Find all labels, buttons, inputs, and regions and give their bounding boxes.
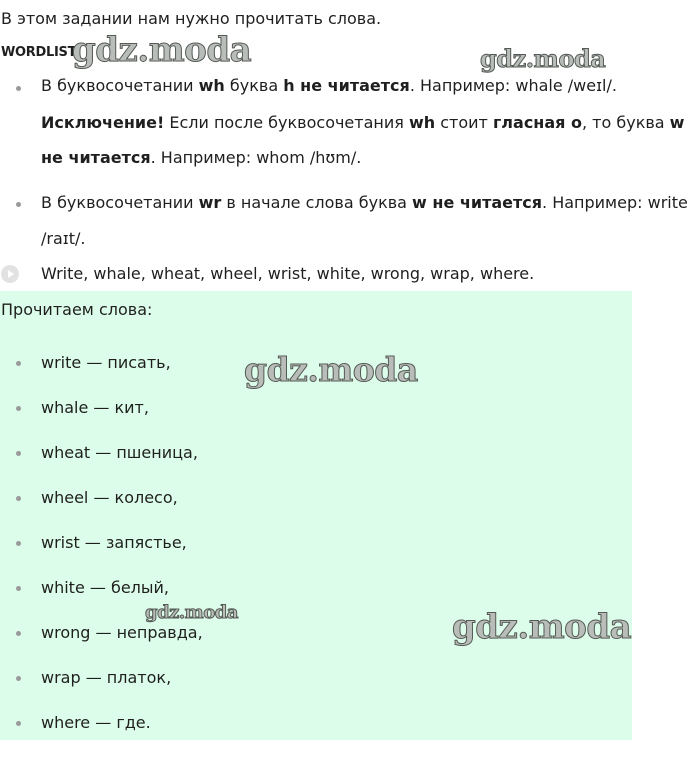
bullet-icon	[16, 496, 21, 501]
bold-segment: wh	[408, 113, 436, 132]
word-item-text: wrong — неправда,	[41, 623, 203, 642]
text-segment: /raɪt/.	[41, 229, 86, 248]
watermark-logo: gdz.moda	[72, 30, 252, 70]
watermark-logo: gdz.moda	[452, 607, 632, 647]
bold-segment: h не читается	[283, 76, 410, 95]
bold-segment: w не читается	[412, 193, 543, 212]
text-segment: Если после буквосочетания	[164, 113, 409, 132]
word-item-text: wheat — пшеница,	[41, 443, 198, 462]
word-item-text: wrap — платок,	[41, 668, 172, 687]
bullet-icon	[16, 202, 21, 207]
bullet-icon	[16, 541, 21, 546]
wordlist-label: WORDLIST	[1, 45, 77, 60]
word-item-text: where — где.	[41, 713, 151, 732]
text-segment: . Например: whale /weɪl/.	[409, 76, 617, 95]
text-segment: В буквосочетании	[41, 193, 199, 212]
intro-text: В этом задании нам нужно прочитать слова.	[1, 9, 382, 28]
audio-words: Write, whale, wheat, wheel, wrist, white, wrong, wrap, where.	[41, 264, 535, 283]
bullet-icon	[16, 406, 21, 411]
bold-segment: Исключение!	[41, 113, 165, 132]
play-audio-icon[interactable]	[1, 265, 19, 283]
bold-segment: не читается	[41, 148, 151, 167]
text-segment: . Например: whom /hʊm/.	[150, 148, 362, 167]
bullet-icon	[16, 86, 21, 91]
rule-1-line-3	[41, 148, 361, 167]
bold-segment: гласная о	[492, 113, 582, 132]
text-segment: В буквосочетании	[41, 76, 199, 95]
text-segment: буква	[224, 76, 284, 95]
reading-title: Прочитаем слова:	[1, 300, 153, 319]
bullet-icon	[16, 586, 21, 591]
text-segment: в начале слова буква	[221, 193, 413, 212]
watermark-logo: gdz.moda	[145, 602, 238, 623]
word-item-text: wheel — колесо,	[41, 488, 178, 507]
rule-2-line-1	[41, 193, 688, 212]
bullet-icon	[16, 721, 21, 726]
bullet-icon	[16, 451, 21, 456]
word-item-text: white — белый,	[41, 578, 170, 597]
rule-1-line-1	[41, 76, 617, 95]
text-segment: , то буква	[581, 113, 670, 132]
text-segment: стоит	[435, 113, 493, 132]
word-item-text: whale — кит,	[41, 398, 149, 417]
bullet-icon	[16, 676, 21, 681]
bold-segment: w	[669, 113, 685, 132]
watermark-logo: gdz.moda	[480, 44, 606, 73]
bullet-icon	[16, 361, 21, 366]
word-item-text: write — писать,	[41, 353, 171, 372]
bold-segment: wh	[198, 76, 225, 95]
rule-2-line-2	[41, 229, 85, 248]
text-segment: . Например: write	[542, 193, 688, 212]
bullet-icon	[16, 631, 21, 636]
rule-1-line-2	[41, 113, 684, 132]
watermark-logo: gdz.moda	[244, 350, 418, 389]
word-item-text: wrist — запястье,	[41, 533, 187, 552]
bold-segment: wr	[198, 193, 222, 212]
